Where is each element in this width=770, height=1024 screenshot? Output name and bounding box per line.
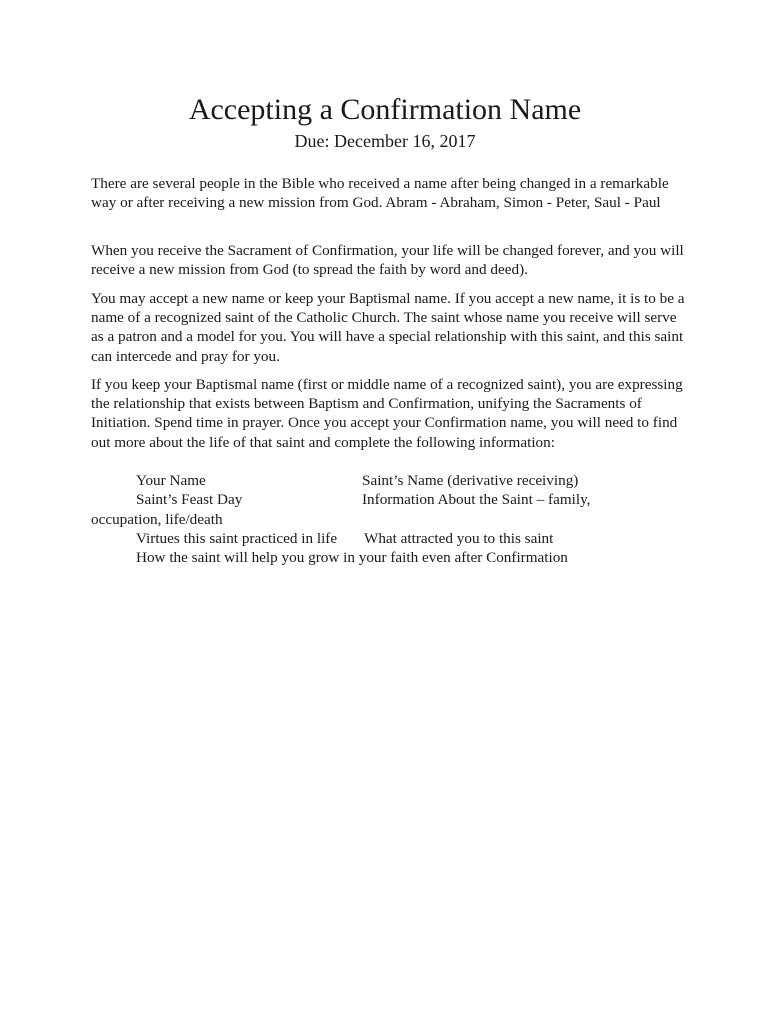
item-saints-name: Saint’s Name (derivative receiving): [362, 472, 579, 489]
paragraph-sacrament: When you receive the Sacrament of Confirmation, your life will be changed forever, and you will receive a new mission from God (to spread the faith by word and deed).: [91, 242, 684, 279]
item-attracted: What attracted you to this saint: [364, 530, 554, 547]
due-date: Due: December 16, 2017: [294, 131, 476, 151]
item-info-about-continued: occupation, life/death: [91, 511, 223, 528]
paragraph-new-name: You may accept a new name or keep your Baptismal name. If you accept a new name, it is to be a name of a recognized saint of the Catholic Church. The saint whose name you receive will serve as a patron and a model for you. You will have a special relationship with this saint, and this saint can intercede and pray for you.: [91, 290, 685, 365]
item-grow-in-faith: How the saint will help you grow in your faith even after Confirmation: [136, 549, 568, 566]
item-your-name: Your Name: [136, 472, 206, 489]
paragraph-baptismal-name: If you keep your Baptismal name (first or middle name of a recognized saint), you are expressing the relationship that exists between Baptism and Confirmation, unifying the Sacraments of Initiation. Spend time in prayer. Once you accept your Confirmation name, you will need to find out more about the life of that saint and complete the following information:: [91, 376, 683, 451]
item-info-about: Information About the Saint – family,: [362, 491, 591, 508]
item-feast-day: Saint’s Feast Day: [136, 491, 243, 508]
page-title: Accepting a Confirmation Name: [188, 93, 582, 126]
paragraph-bible-names: There are several people in the Bible who received a name after being changed in a remarkable way or after receiving a new mission from God. Abram - Abraham, Simon - Peter, Saul - Paul: [91, 175, 669, 212]
item-virtues: Virtues this saint practiced in life: [136, 530, 338, 547]
